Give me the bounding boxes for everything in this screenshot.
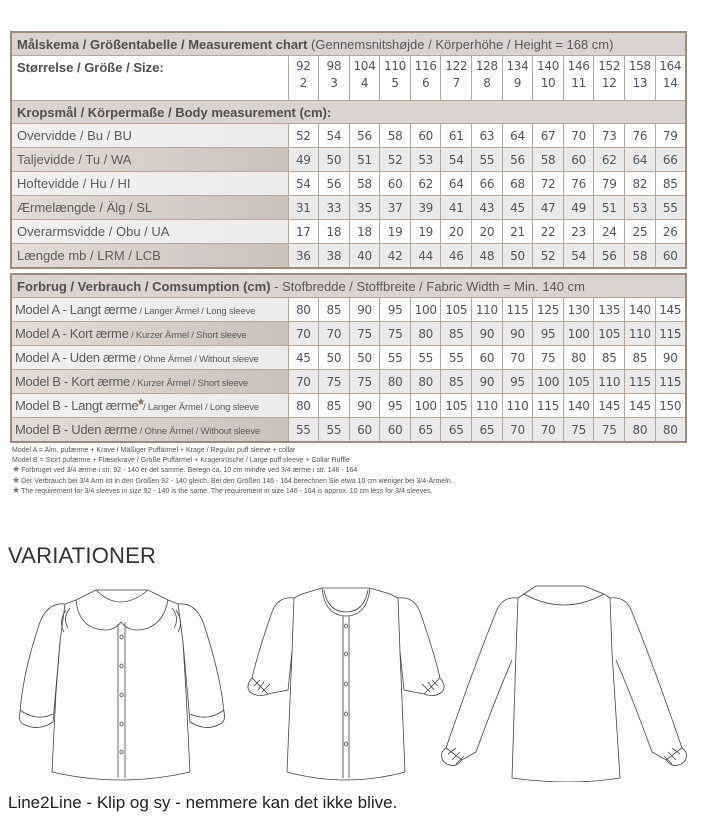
consumption-value: 95	[380, 298, 411, 322]
measurement-value: 50	[319, 148, 350, 172]
measurement-value: 67	[533, 124, 564, 148]
consumption-value: 100	[410, 298, 441, 322]
measurement-value: 79	[594, 172, 625, 196]
shirt-front-collar-illustration	[8, 582, 234, 782]
measurement-value: 20	[472, 220, 503, 244]
size-code: 13	[632, 76, 648, 90]
size-value: 116	[414, 59, 437, 73]
footnote-text: Model A = Alm. pufærme + Krave / Mäßiger Puffärmel + Krage / Regular puff sleeve + collar	[12, 447, 296, 454]
size-value: 158	[628, 59, 651, 73]
consumption-value: 80	[655, 418, 686, 443]
consumption-value: 140	[563, 394, 594, 418]
measurement-label: Taljevidde / Tu / WA	[11, 148, 288, 172]
measurement-value: 64	[625, 148, 656, 172]
size-code: 6	[422, 76, 430, 90]
size-cell	[655, 56, 686, 101]
measurement-value: 60	[380, 172, 411, 196]
measurement-label: Længde mb / LRM / LCB	[11, 244, 288, 269]
measurement-value: 22	[533, 220, 564, 244]
measurement-value: 35	[349, 196, 380, 220]
consumption-value: 145	[625, 394, 656, 418]
consumption-value: 75	[533, 346, 564, 370]
variation-drawing-2	[240, 582, 452, 782]
consumption-value: 70	[502, 418, 533, 443]
measurement-value: 23	[563, 220, 594, 244]
consumption-value: 105	[563, 370, 594, 394]
measurement-value: 52	[380, 148, 411, 172]
measurement-value: 56	[319, 172, 350, 196]
consumption-label-sub: / Kurzer Ärmel / Short sleeve	[129, 378, 249, 389]
measurement-value: 24	[594, 220, 625, 244]
measurement-value: 66	[655, 148, 686, 172]
consumption-chart-title-row	[11, 274, 686, 298]
measurement-value: 73	[594, 124, 625, 148]
consumption-value: 75	[380, 322, 411, 346]
measurement-label: Ærmelængde / Älg / SL	[11, 196, 288, 220]
measurement-value: 56	[594, 244, 625, 269]
size-row	[11, 56, 686, 101]
consumption-label-main: Model A - Langt ærme	[15, 302, 137, 317]
size-value: 128	[475, 59, 498, 73]
footer-tagline: Line2Line - Klip og sy - nemmere kan det ikke blive.	[8, 793, 398, 812]
size-value: 140	[537, 59, 560, 73]
consumption-chart-title-bold: Forbrug / Verbrauch / Comsumption (cm)	[17, 278, 271, 294]
measurement-value: 72	[533, 172, 564, 196]
size-code: 8	[483, 76, 491, 90]
measurement-row	[11, 244, 686, 269]
measurement-value: 76	[563, 172, 594, 196]
measurement-value: 51	[594, 196, 625, 220]
consumption-value: 55	[441, 346, 472, 370]
measurement-value: 42	[380, 244, 411, 269]
measurement-value: 58	[380, 124, 411, 148]
consumption-value: 70	[502, 346, 533, 370]
size-cell	[349, 56, 380, 101]
consumption-value: 85	[625, 346, 656, 370]
size-value: 122	[445, 59, 468, 73]
measurement-value: 49	[288, 148, 319, 172]
size-value: 110	[384, 59, 407, 73]
consumption-value: 90	[349, 298, 380, 322]
measurement-label: Overvidde / Bu / BU	[11, 124, 288, 148]
consumption-label-sub: / Langer Ärmel / Long sleeve	[136, 306, 256, 317]
consumption-value: 75	[349, 322, 380, 346]
footnote-text: Forbruget ved 3/4 ærme i str. 92 - 140 er det samme. Beregn ca. 10 cm mindre ved 3/4 ærme i str. 146 - 164	[21, 467, 358, 475]
consumption-value: 90	[502, 322, 533, 346]
measurement-value: 20	[441, 220, 472, 244]
size-cell	[502, 56, 533, 101]
consumption-value: 110	[472, 394, 503, 418]
measurement-row	[11, 148, 686, 172]
measurement-value: 53	[410, 148, 441, 172]
consumption-chart-table	[10, 273, 687, 443]
consumption-value: 115	[625, 370, 656, 394]
footnotes	[12, 446, 453, 497]
measurement-chart-title-row	[11, 32, 686, 56]
size-cell	[563, 56, 594, 101]
measurement-value: 76	[625, 124, 656, 148]
consumption-value: 80	[410, 370, 441, 394]
consumption-row	[11, 418, 686, 443]
consumption-label-main: Model B - Langt ærme	[15, 398, 139, 413]
consumption-value: 105	[441, 298, 472, 322]
consumption-value: 55	[380, 346, 411, 370]
measurement-value: 38	[319, 244, 350, 269]
consumption-label	[11, 322, 288, 346]
consumption-value: 90	[655, 346, 686, 370]
footnote-line	[12, 486, 453, 497]
consumption-label	[11, 370, 288, 394]
footnote-line	[12, 456, 453, 466]
measurement-value: 66	[472, 172, 503, 196]
measurement-value: 19	[380, 220, 411, 244]
consumption-value: 150	[655, 394, 686, 418]
measurement-value: 54	[563, 244, 594, 269]
size-code: 11	[571, 76, 586, 90]
consumption-value: 115	[502, 298, 533, 322]
size-cell	[441, 56, 472, 101]
size-code: 10	[540, 76, 556, 90]
size-value: 134	[506, 59, 529, 73]
size-code: 2	[299, 76, 307, 90]
consumption-value: 85	[319, 394, 350, 418]
measurement-value: 49	[563, 196, 594, 220]
measurement-value: 58	[625, 244, 656, 269]
measurement-value: 46	[441, 244, 472, 269]
body-measurement-section-label: Kropsmål / Körpermaße / Body measurement (cm):	[11, 101, 686, 124]
consumption-value: 85	[441, 370, 472, 394]
measurement-value: 40	[349, 244, 380, 269]
consumption-label	[11, 346, 288, 370]
measurement-value: 79	[655, 124, 686, 148]
footnote-line	[12, 446, 453, 456]
consumption-value: 75	[319, 370, 350, 394]
consumption-chart-title-rest: - Stofbredde / Stoffbreite / Fabric Width = Min. 140 cm	[270, 278, 585, 294]
measurement-value: 36	[288, 244, 319, 269]
consumption-value: 115	[533, 394, 564, 418]
consumption-row	[11, 394, 686, 418]
measurement-value: 21	[502, 220, 533, 244]
measurement-value: 50	[502, 244, 533, 269]
consumption-label-sub: / Ohne Ärmel / Without sleeve	[135, 354, 259, 365]
measurement-value: 62	[410, 172, 441, 196]
measurement-value: 60	[655, 244, 686, 269]
consumption-label-sub: / Langer Ärmel / Long sleeve	[143, 402, 259, 413]
consumption-value: 100	[410, 394, 441, 418]
measurement-value: 47	[533, 196, 564, 220]
consumption-label-main: Model B - Kort ærme	[15, 374, 130, 389]
consumption-value: 60	[349, 418, 380, 443]
consumption-value: 80	[625, 418, 656, 443]
measurement-value: 52	[288, 124, 319, 148]
measurement-value: 54	[441, 148, 472, 172]
size-code: 3	[330, 76, 338, 90]
measurement-value: 39	[410, 196, 441, 220]
consumption-label	[11, 394, 288, 418]
body-measurement-section-row	[11, 101, 686, 124]
size-value: 152	[598, 59, 621, 73]
measurement-value: 54	[319, 124, 350, 148]
measurement-value: 63	[472, 124, 503, 148]
consumption-value: 135	[594, 298, 625, 322]
size-cell	[625, 56, 656, 101]
consumption-value: 75	[349, 370, 380, 394]
consumption-value: 80	[288, 394, 319, 418]
measurement-value: 33	[319, 196, 350, 220]
consumption-value: 115	[655, 370, 686, 394]
consumption-value: 55	[410, 346, 441, 370]
consumption-value: 70	[533, 418, 564, 443]
consumption-value: 140	[625, 298, 656, 322]
measurement-value: 55	[472, 148, 503, 172]
consumption-row	[11, 322, 686, 346]
consumption-label-main: Model B - Uden ærme	[15, 422, 138, 437]
measurement-value: 54	[288, 172, 319, 196]
measurement-value: 61	[441, 124, 472, 148]
size-cell	[319, 56, 350, 101]
consumption-value: 90	[349, 394, 380, 418]
asterisk-star-icon: ★	[136, 397, 146, 408]
measurement-value: 60	[410, 124, 441, 148]
size-cell	[533, 56, 564, 101]
variation-drawing-3	[424, 582, 712, 782]
consumption-label	[11, 298, 288, 322]
shirt-back-illustration	[424, 582, 712, 782]
measurement-value: 48	[472, 244, 503, 269]
consumption-value: 90	[472, 322, 503, 346]
consumption-value: 50	[319, 346, 350, 370]
size-code: 14	[662, 76, 678, 90]
consumption-value: 125	[533, 298, 564, 322]
consumption-label-main: Model A - Kort ærme	[15, 326, 129, 341]
shirt-front-collarless-illustration	[240, 582, 452, 782]
consumption-value: 75	[563, 418, 594, 443]
measurement-value: 37	[380, 196, 411, 220]
asterisk-star-icon: ★	[12, 485, 21, 496]
consumption-value: 80	[563, 346, 594, 370]
size-cell	[594, 56, 625, 101]
size-code: 7	[452, 76, 460, 90]
footnote-text: Der Verbrauch bei 3/4 Arm ist in den Größen 92 - 140 gleich. Bei den Größen 146 - 164 berechnen Sie etwa 10 cm weniger bei 3/4-Ärmeln.	[21, 477, 453, 485]
size-code: 4	[360, 76, 369, 90]
consumption-value: 95	[502, 370, 533, 394]
consumption-value: 75	[594, 418, 625, 443]
measurement-value: 43	[472, 196, 503, 220]
consumption-row	[11, 370, 686, 394]
measurement-value: 64	[502, 124, 533, 148]
footnote-text: The requirement for 3/4 sleeves in size 92 - 140 is the same. The requirement in size 146 - 164 is approx. 10 cm less for 3/4 sleeves.	[21, 488, 433, 496]
measurement-value: 85	[655, 172, 686, 196]
consumption-value: 50	[349, 346, 380, 370]
measurement-chart-title	[11, 32, 686, 56]
measurement-value: 56	[349, 124, 380, 148]
consumption-value: 110	[625, 322, 656, 346]
consumption-value: 55	[288, 418, 319, 443]
consumption-value: 85	[441, 322, 472, 346]
consumption-value: 100	[533, 370, 564, 394]
consumption-value: 85	[319, 298, 350, 322]
measurement-row	[11, 196, 686, 220]
size-cell	[380, 56, 411, 101]
footnote-line	[12, 476, 453, 487]
size-label: Størrelse / Größe / Size:	[11, 56, 288, 101]
size-value: 104	[353, 59, 376, 73]
measurement-value: 53	[625, 196, 656, 220]
consumption-value: 70	[319, 322, 350, 346]
consumption-row	[11, 298, 686, 322]
measurement-value: 55	[655, 196, 686, 220]
size-value: 98	[326, 59, 342, 73]
measurement-value: 25	[625, 220, 656, 244]
consumption-value: 105	[441, 394, 472, 418]
consumption-value: 95	[380, 394, 411, 418]
consumption-value: 115	[655, 322, 686, 346]
measurement-value: 68	[502, 172, 533, 196]
asterisk-star-icon: ★	[12, 474, 21, 485]
size-cell	[472, 56, 503, 101]
variation-drawing-1	[8, 582, 234, 782]
measurement-value: 64	[441, 172, 472, 196]
measurement-label: Hoftevidde / Hu / HI	[11, 172, 288, 196]
measurement-value: 60	[563, 148, 594, 172]
size-cell	[410, 56, 441, 101]
consumption-row	[11, 346, 686, 370]
consumption-value: 85	[594, 346, 625, 370]
asterisk-star-icon: ★	[12, 464, 21, 475]
consumption-value: 55	[319, 418, 350, 443]
measurement-chart-title-rest: (Gennemsnitshøjde / Körperhöhe / Height = 168 cm)	[307, 36, 614, 52]
consumption-value: 110	[502, 394, 533, 418]
consumption-value: 80	[288, 298, 319, 322]
measurement-row	[11, 220, 686, 244]
consumption-label	[11, 418, 288, 443]
consumption-label-sub: / Ohne Ärmel / Without sleeve	[137, 426, 261, 437]
consumption-value: 70	[288, 370, 319, 394]
footnote-line	[12, 465, 453, 476]
measurement-row	[11, 172, 686, 196]
measurement-value: 41	[441, 196, 472, 220]
consumption-value: 95	[533, 322, 564, 346]
consumption-label-sub: / Kurzer Ärmel / Short sleeve	[128, 330, 247, 341]
size-code: 9	[513, 76, 522, 90]
consumption-value: 65	[410, 418, 441, 443]
size-code: 12	[601, 76, 617, 90]
measurement-value: 58	[349, 172, 380, 196]
measurement-value: 18	[319, 220, 350, 244]
consumption-value: 110	[594, 370, 625, 394]
consumption-value: 60	[380, 418, 411, 443]
measurement-value: 18	[349, 220, 380, 244]
consumption-value: 100	[563, 322, 594, 346]
measurement-value: 56	[502, 148, 533, 172]
measurement-value: 82	[625, 172, 656, 196]
measurement-value: 17	[288, 220, 319, 244]
measurement-value: 45	[502, 196, 533, 220]
measurement-chart-title-bold: Målskema / Größentabelle / Measurement chart	[17, 36, 308, 52]
consumption-value: 110	[472, 298, 503, 322]
consumption-value: 130	[563, 298, 594, 322]
measurement-value: 51	[349, 148, 380, 172]
measurement-value: 62	[594, 148, 625, 172]
consumption-chart-title	[11, 274, 686, 298]
consumption-label-main: Model A - Uden ærme	[15, 350, 136, 365]
consumption-value: 60	[472, 346, 503, 370]
measurement-chart-table	[10, 31, 687, 269]
consumption-value: 65	[441, 418, 472, 443]
measurement-row	[11, 124, 686, 148]
measurement-label: Overarmsvidde / Obu / UA	[11, 220, 288, 244]
consumption-value: 65	[472, 418, 503, 443]
measurement-value: 26	[655, 220, 686, 244]
footnote-text: Model B = Stort pufærme + Flæsekrave / Große Puffärmel + Kragenrüsche / Large puff sleeve + Collar Ruffle	[12, 456, 350, 464]
consumption-value: 80	[380, 370, 411, 394]
measurement-value: 70	[563, 124, 594, 148]
consumption-value: 45	[288, 346, 319, 370]
size-value: 164	[659, 59, 682, 73]
measurement-value: 31	[288, 196, 319, 220]
consumption-value: 90	[472, 370, 503, 394]
variations-title: VARIATIONER	[8, 543, 157, 568]
measurement-value: 44	[410, 244, 441, 269]
consumption-value: 105	[594, 322, 625, 346]
measurement-value: 58	[533, 148, 564, 172]
size-value: 146	[567, 59, 590, 73]
consumption-value: 70	[288, 322, 319, 346]
consumption-value: 80	[410, 322, 441, 346]
measurement-value: 19	[410, 220, 441, 244]
consumption-value: 145	[594, 394, 625, 418]
consumption-value: 145	[655, 298, 686, 322]
size-code: 5	[391, 76, 399, 90]
measurement-value: 52	[533, 244, 564, 269]
size-cell	[288, 56, 319, 101]
size-value: 92	[295, 59, 311, 73]
